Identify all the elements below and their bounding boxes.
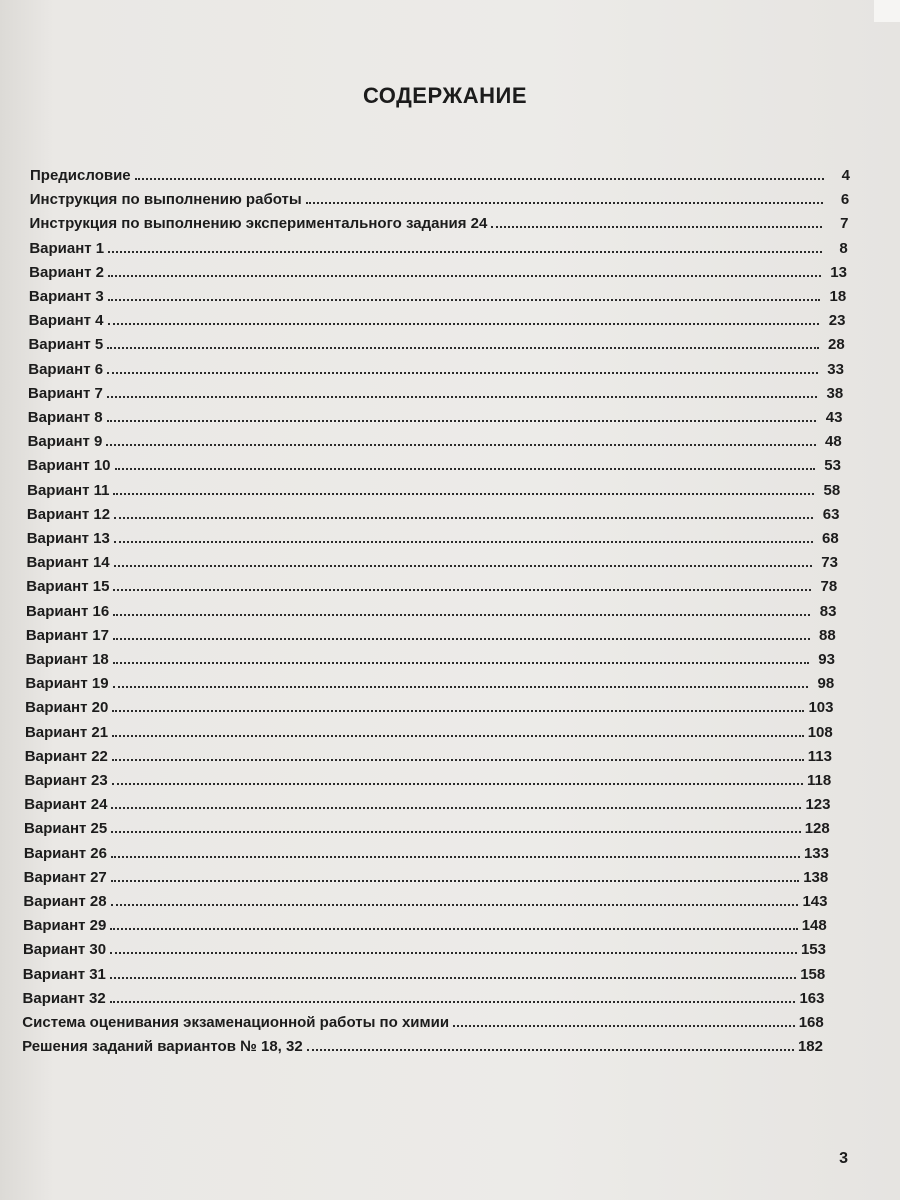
toc-entry xyxy=(27,450,841,474)
toc-dot-leader xyxy=(113,579,811,591)
toc-entry-label: Вариант 27 xyxy=(23,868,107,886)
toc-dot-leader xyxy=(112,749,804,761)
toc-entry xyxy=(27,523,839,547)
toc-entry-page: 182 xyxy=(797,1038,823,1056)
toc-entry-label: Вариант 2 xyxy=(29,263,104,281)
toc-dot-leader xyxy=(111,846,800,858)
toc-entry-label: Вариант 10 xyxy=(27,457,111,475)
toc-dot-leader xyxy=(113,628,810,640)
toc-entry-page: 33 xyxy=(827,360,844,378)
toc-entry-page: 123 xyxy=(805,796,831,814)
toc-entry xyxy=(22,1031,823,1055)
toc-dot-leader xyxy=(113,676,809,688)
toc-dot-leader xyxy=(115,458,815,470)
toc-entry-page: 63 xyxy=(822,505,840,523)
toc-entry-page: 158 xyxy=(800,965,826,983)
toc-entry xyxy=(28,378,843,402)
toc-entry-label: Вариант 32 xyxy=(22,989,106,1007)
toc-entry-page: 6 xyxy=(840,191,850,209)
toc-entry-label: Вариант 21 xyxy=(24,723,109,741)
toc-entry-page: 113 xyxy=(807,747,832,765)
toc-entry-page: 23 xyxy=(828,312,846,330)
toc-entry xyxy=(25,765,832,789)
toc-dot-leader xyxy=(107,410,817,422)
toc-dot-leader xyxy=(307,1039,794,1051)
toc-entry-page: 138 xyxy=(803,868,829,886)
toc-dot-leader xyxy=(111,797,801,809)
toc-dot-leader xyxy=(112,725,804,737)
toc-dot-leader xyxy=(453,1015,795,1027)
toc-dot-leader xyxy=(110,918,797,930)
toc-entry xyxy=(24,789,830,813)
toc-entry xyxy=(26,596,836,620)
toc-entry xyxy=(26,644,835,668)
toc-entry-page: 108 xyxy=(807,723,833,741)
toc-entry-label: Вариант 31 xyxy=(22,965,106,983)
toc-entry-label: Вариант 26 xyxy=(23,844,107,862)
toc-entry-label: Вариант 23 xyxy=(24,772,108,789)
toc-entry-page: 133 xyxy=(803,844,829,862)
toc-dot-leader xyxy=(107,362,818,374)
toc-entry-page: 73 xyxy=(821,554,838,572)
toc-entry-page: 118 xyxy=(807,772,832,789)
toc-entry xyxy=(26,547,838,571)
toc-entry-label: Вариант 19 xyxy=(25,675,109,693)
toc-dot-leader xyxy=(306,192,824,204)
toc-entry xyxy=(25,668,834,692)
toc-entry-page: 98 xyxy=(817,675,835,693)
toc-entry-label: Вариант 22 xyxy=(24,747,108,765)
toc-entry-page: 143 xyxy=(802,893,828,910)
toc-entry-page: 88 xyxy=(819,626,836,644)
toc-entry-label: Вариант 30 xyxy=(22,941,107,959)
toc-entry xyxy=(25,717,833,741)
toc-entry xyxy=(24,813,830,837)
toc-dot-leader xyxy=(108,313,820,325)
toc-entry-label: Вариант 24 xyxy=(24,796,108,814)
toc-entry xyxy=(23,934,826,958)
toc-dot-leader xyxy=(491,216,822,228)
toc-entry xyxy=(25,692,833,716)
toc-entry xyxy=(24,838,829,862)
toc-dot-leader xyxy=(110,967,796,979)
toc-entry xyxy=(27,499,840,523)
toc-entry xyxy=(29,257,847,281)
toc-dot-leader xyxy=(108,265,821,277)
toc-dot-leader xyxy=(114,555,812,567)
toc-entry xyxy=(30,160,850,184)
toc-entry-page: 78 xyxy=(820,578,838,596)
toc-entry-label: Предисловие xyxy=(30,167,131,184)
toc-entry-label: Вариант 1 xyxy=(29,239,105,257)
toc-entry-label: Вариант 20 xyxy=(25,699,109,717)
toc-dot-leader xyxy=(110,991,796,1003)
toc-entry xyxy=(23,910,827,934)
toc-entry-label: Вариант 8 xyxy=(27,409,103,426)
toc-entry-page: 18 xyxy=(829,288,847,305)
page-corner xyxy=(874,0,900,22)
toc-dot-leader xyxy=(107,386,817,398)
toc-entry xyxy=(22,1007,823,1031)
toc-entry xyxy=(24,862,829,886)
toc-dot-leader xyxy=(107,337,818,349)
toc-entry-page: 168 xyxy=(798,1014,824,1031)
toc-entry-label: Вариант 5 xyxy=(28,336,104,354)
toc-entry-label: Вариант 6 xyxy=(28,360,104,378)
toc-dot-leader xyxy=(112,700,804,712)
toc-entry-label: Вариант 9 xyxy=(27,433,103,451)
toc-entry-label: Вариант 12 xyxy=(26,505,111,523)
toc-entry-page: 148 xyxy=(801,917,827,935)
toc-entry-label: Решения заданий вариантов № 18, 32 xyxy=(22,1038,303,1056)
toc-entry-label: Вариант 17 xyxy=(25,626,109,644)
toc-entry-page: 68 xyxy=(822,530,839,547)
toc-dot-leader xyxy=(113,483,814,495)
toc-dot-leader xyxy=(113,652,809,664)
toc-entry-page: 163 xyxy=(799,989,825,1007)
toc-dot-leader xyxy=(106,434,815,446)
toc-entry-page: 4 xyxy=(841,167,850,184)
toc-entry xyxy=(23,959,826,983)
toc-entry-label: Вариант 25 xyxy=(24,820,108,838)
page-title: СОДЕРЖАНИЕ xyxy=(362,83,528,108)
toc-dot-leader xyxy=(111,894,799,906)
toc-dot-leader xyxy=(110,942,797,954)
toc-entry-label: Вариант 14 xyxy=(26,554,110,572)
toc-entry-label: Инструкция по выполнению экспериментального задания 24 xyxy=(29,215,488,233)
toc-entry-page: 38 xyxy=(826,384,844,402)
toc-entry-page: 93 xyxy=(818,651,835,668)
toc-entry xyxy=(26,571,837,595)
toc-entry-page: 103 xyxy=(808,699,834,717)
page-number: 3 xyxy=(839,1150,848,1167)
toc-entry-label: Вариант 13 xyxy=(26,530,110,547)
toc-entry-label: Вариант 29 xyxy=(23,917,107,935)
toc-dot-leader xyxy=(135,168,824,180)
toc-entry-page: 58 xyxy=(823,481,841,499)
toc-entry-label: Вариант 28 xyxy=(23,893,107,910)
toc-dot-leader xyxy=(113,604,810,616)
toc-entry xyxy=(29,305,846,329)
toc-entry-page: 13 xyxy=(830,263,847,281)
toc-entry-label: Вариант 11 xyxy=(27,481,110,499)
toc-dot-leader xyxy=(111,870,799,882)
toc-dot-leader xyxy=(111,821,800,833)
toc-entry-label: Вариант 18 xyxy=(25,651,109,668)
toc-entry-page: 83 xyxy=(819,602,837,620)
toc-entry xyxy=(28,402,843,426)
toc-entry-page: 7 xyxy=(840,215,849,233)
toc-entry-page: 28 xyxy=(828,336,845,354)
toc-entry xyxy=(28,354,844,378)
toc-dot-leader xyxy=(108,289,821,301)
toc-entry xyxy=(25,741,832,765)
toc-entry-label: Инструкция по выполнению работы xyxy=(29,191,302,209)
toc-entry xyxy=(23,983,825,1007)
toc-dot-leader xyxy=(114,531,813,543)
toc-entry xyxy=(27,475,840,499)
toc-entry-page: 48 xyxy=(825,433,842,451)
toc-entry-label: Вариант 15 xyxy=(26,578,110,596)
toc-entry-label: Вариант 16 xyxy=(26,602,110,620)
toc-entry-label: Вариант 4 xyxy=(28,312,104,330)
toc-entry-page: 8 xyxy=(839,239,848,257)
toc-entry-label: Система оценивания экзаменационной работы по химии xyxy=(22,1014,450,1031)
toc-entry-page: 128 xyxy=(804,820,830,838)
toc-entry xyxy=(29,233,847,257)
toc-entry-label: Вариант 3 xyxy=(28,288,104,305)
toc-entry xyxy=(26,620,836,644)
toc-entry-page: 153 xyxy=(800,941,826,959)
toc-entry xyxy=(29,281,846,305)
toc-entry xyxy=(28,329,844,353)
toc-entry-page: 53 xyxy=(824,457,841,475)
toc-entry xyxy=(30,184,849,208)
toc-dot-leader xyxy=(114,507,813,519)
toc-dot-leader xyxy=(112,773,803,785)
toc-entry xyxy=(30,208,849,232)
toc-entry xyxy=(23,886,827,910)
toc-entry-page: 43 xyxy=(825,409,843,426)
toc-entry xyxy=(28,426,842,450)
toc-entry-label: Вариант 7 xyxy=(28,384,103,402)
toc-dot-leader xyxy=(108,241,822,253)
